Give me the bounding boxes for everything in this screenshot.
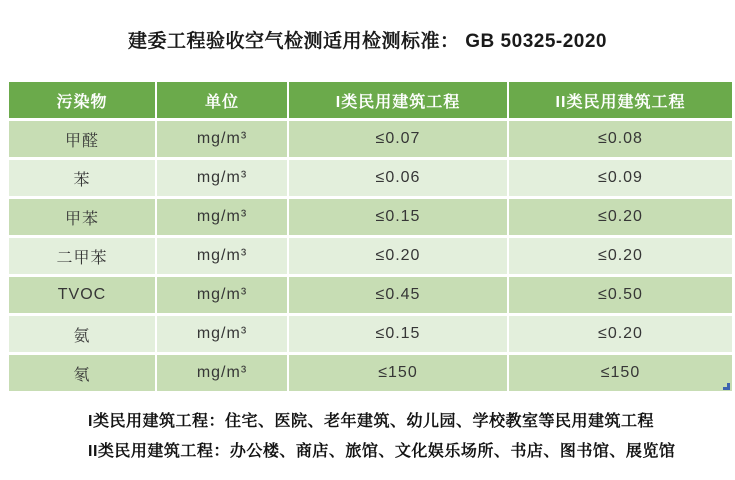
col-header-pollutant: 污染物	[9, 82, 155, 118]
cell-pollutant: 氨	[9, 316, 155, 352]
standards-table	[7, 79, 734, 394]
col-header-class2-building: II类民用建筑工程	[509, 82, 732, 118]
cell-unit: mg/m³	[157, 121, 287, 157]
cell-unit: mg/m³	[157, 355, 287, 391]
note-class2-definition: II类民用建筑工程：办公楼、商店、旅馆、文化娱乐场所、书店、图书馆、展览馆	[88, 443, 676, 460]
cell-unit: mg/m³	[157, 277, 287, 313]
cell-class1-limit: ≤0.20	[289, 238, 507, 274]
table-row	[9, 199, 732, 235]
cell-class1-limit: ≤0.45	[289, 277, 507, 313]
cell-class2-limit: ≤0.09	[509, 160, 732, 196]
table-row	[9, 160, 732, 196]
cell-unit: mg/m³	[157, 199, 287, 235]
cell-class1-limit: ≤0.07	[289, 121, 507, 157]
cell-class1-limit: ≤0.15	[289, 199, 507, 235]
cell-pollutant: 甲醛	[9, 121, 155, 157]
header-row	[9, 82, 732, 118]
cell-class1-limit: ≤0.15	[289, 316, 507, 352]
footnotes	[88, 407, 675, 467]
cell-unit: mg/m³	[157, 238, 287, 274]
cell-pollutant: 二甲苯	[9, 238, 155, 274]
page-title: 建委工程验收空气检测适用检测标准： GB 50325-2020	[128, 31, 607, 52]
cell-unit: mg/m³	[157, 160, 287, 196]
cell-pollutant: 苯	[9, 160, 155, 196]
table-row	[9, 316, 732, 352]
cell-pollutant: 氡	[9, 355, 155, 391]
cell-class1-limit: ≤150	[289, 355, 507, 391]
standards-table-container	[7, 79, 734, 394]
cell-pollutant: TVOC	[9, 277, 155, 313]
cell-unit: mg/m³	[157, 316, 287, 352]
cell-class2-limit: ≤0.50	[509, 277, 732, 313]
col-header-class1-building: I类民用建筑工程	[289, 82, 507, 118]
cell-class2-limit: ≤0.20	[509, 316, 732, 352]
table-row	[9, 277, 732, 313]
table-resize-handle-icon[interactable]	[723, 383, 730, 390]
table-row	[9, 238, 732, 274]
cell-pollutant: 甲苯	[9, 199, 155, 235]
note-class1-definition: I类民用建筑工程：住宅、医院、老年建筑、幼儿园、学校教室等民用建筑工程	[88, 413, 654, 430]
cell-class2-limit: ≤150	[509, 355, 732, 391]
cell-class2-limit: ≤0.20	[509, 199, 732, 235]
col-header-unit: 单位	[157, 82, 287, 118]
cell-class2-limit: ≤0.08	[509, 121, 732, 157]
cell-class2-limit: ≤0.20	[509, 238, 732, 274]
table-row	[9, 121, 732, 157]
cell-class1-limit: ≤0.06	[289, 160, 507, 196]
table-row	[9, 355, 732, 391]
